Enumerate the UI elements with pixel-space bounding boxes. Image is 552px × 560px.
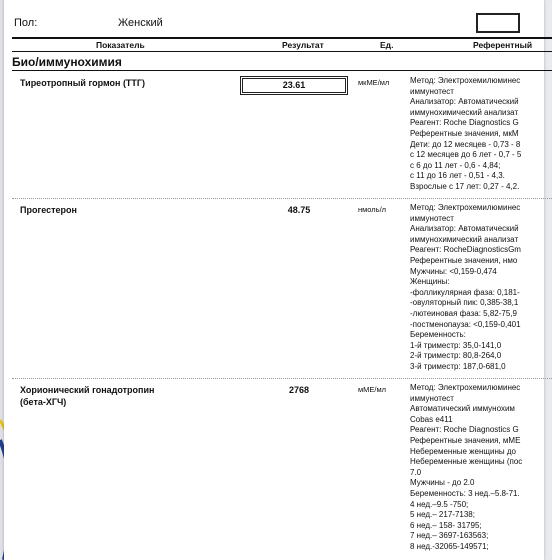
ref-line: с 11 до 16 лет - 0,51 - 4,3. (410, 171, 505, 181)
ref-line: Небеременные женщины до (410, 446, 516, 456)
ref-line: с 12 месяцев до 6 лет - 0,7 - 5 (410, 150, 522, 160)
ref-line: -овуляторный пик: 0,385-38,1 (410, 298, 519, 308)
ref-line: Реагент: Roche Diagnostics G (410, 425, 519, 435)
ref-line: Взрослые с 17 лет: 0,27 - 4,2. (410, 181, 520, 191)
ref-line: иммунотест (410, 213, 454, 223)
test-name: Прогестерон (20, 205, 77, 215)
ref-line: 3-й триместр: 187,0-681,0 (410, 361, 506, 371)
test-result: 2768 (288, 385, 310, 395)
document-page (4, 0, 544, 560)
ref-line: с 6 до 11 лет - 0,6 - 4,84; (410, 160, 501, 170)
ref-line: Дети: до 12 месяцев - 0,73 - 8 (410, 139, 521, 149)
ref-line: 1-й триместр: 35,0-141,0 (410, 340, 502, 350)
section-title: Био/иммунохимия (12, 55, 552, 71)
ref-line: 7 нед.– 3697-163563; (410, 531, 489, 541)
ref-line: Реагент: RocheDiagnosticsGm (410, 245, 521, 255)
header-reference: Референтный (473, 40, 533, 50)
ref-line: Женщины: (410, 277, 450, 287)
ref-line: Метод: Электрохемилюминес (410, 203, 521, 212)
ref-line: Мужчины - до 2.0 (410, 478, 475, 488)
ref-line: -фолликулярная фаза: 0,181- (410, 287, 520, 297)
table-header (12, 37, 552, 52)
header-indicator: Показатель (96, 40, 145, 50)
ref-line: Реагент: Roche Diagnostics G (410, 118, 519, 128)
ref-line: 7.0 (410, 467, 422, 477)
ref-line: Референтные значения, мкМ (410, 128, 519, 138)
test-name-line: Хорионический гонадотропин (20, 385, 155, 395)
test-reference (410, 203, 550, 373)
ref-line: Cobas e411 (410, 414, 453, 424)
test-result: 48.75 (287, 205, 311, 215)
test-result-highlighted: 23.61 (240, 76, 348, 95)
test-reference (410, 383, 550, 553)
sex-value: Женский (118, 17, 163, 29)
ref-line: 6 нед.– 158- 31795; (410, 520, 482, 530)
ref-line: иммунохимический анализат (410, 234, 519, 244)
ref-line: иммунотест (410, 86, 454, 96)
ref-line: Анализатор: Автоматический (410, 224, 519, 234)
stamp-box (476, 13, 520, 33)
ref-line: Анализатор: Автоматический (410, 97, 519, 107)
test-unit: мМЕ/мл (358, 385, 387, 394)
ref-line: Беременность: (410, 330, 466, 340)
test-name (20, 384, 220, 408)
ref-line: иммунохимический анализат (410, 107, 519, 117)
sex-label: Пол: (14, 17, 38, 29)
ref-line: 2-й триместр: 80,8-264,0 (410, 351, 502, 361)
row-separator (12, 378, 552, 379)
ref-line: 8 нед.-32065-149571; (410, 541, 489, 551)
ref-line: 5 нед.– 217-7138; (410, 510, 475, 520)
ref-line: Референтные значения, нмо (410, 255, 518, 265)
ref-line: Небеременные женщины (пос (410, 457, 523, 467)
ref-line: -постменопауза: <0,159-0,401 (410, 319, 521, 329)
test-unit: мкМЕ/мл (358, 78, 390, 87)
ref-line: Автоматический иммунохим (410, 404, 515, 414)
test-reference (410, 76, 550, 193)
test-unit: нмоль/л (358, 205, 387, 214)
header-unit: Ед. (380, 40, 394, 50)
ref-line: -лютеиновая фаза: 5,82-75,9 (410, 308, 517, 318)
ref-line: 4 нед.–9.5 -750; (410, 499, 469, 509)
ref-line: Референтные значения, мМЕ (410, 435, 521, 445)
ref-line: Беременность: 3 нед.–5.8-71. (410, 488, 520, 498)
ref-line: Метод: Электрохемилюминес (410, 76, 521, 85)
test-name: Тиреотропный гормон (ТТГ) (20, 78, 146, 88)
header-result: Результат (282, 40, 324, 50)
ref-line: Метод: Электрохемилюминес (410, 383, 521, 392)
row-separator (12, 198, 552, 199)
test-name-line: (бета-ХГЧ) (20, 397, 67, 407)
ref-line: иммунотест (410, 393, 454, 403)
ref-line: Мужчины: <0,159-0,474 (410, 266, 497, 276)
